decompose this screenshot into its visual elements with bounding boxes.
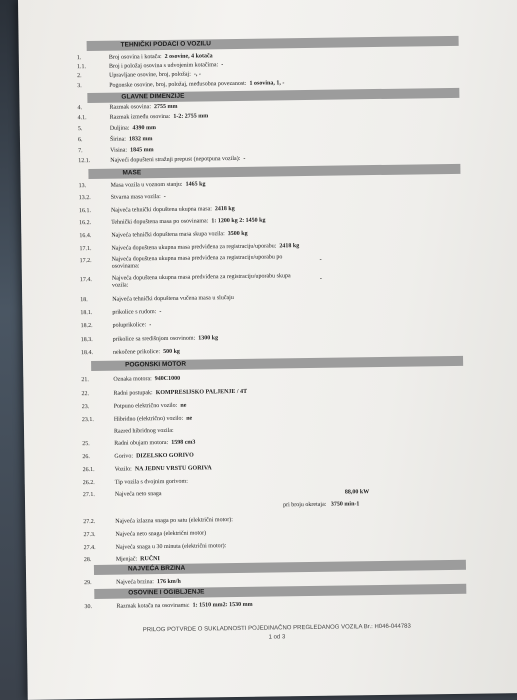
power-rpm-value: 3750 min-1	[331, 501, 360, 507]
field-label-group	[116, 555, 160, 564]
field-number: 12.1.	[78, 157, 100, 165]
field-number: 18.	[80, 296, 102, 304]
field-number: 18.4.	[81, 349, 103, 357]
field-label-group	[112, 308, 161, 317]
field-number: 26.1.	[83, 466, 105, 474]
field-number: 27.2.	[83, 518, 105, 526]
field-label: Najveća dopuštena ukupna masa predviđena za registraciju/uporabu skupa vozila:	[112, 273, 291, 288]
field-label: prikolice sa središnjom osovinom:	[113, 336, 196, 343]
field-label: Najveći dopušteni stražnji prepust (nepotpuna vozila):	[110, 156, 240, 164]
field-number: 7.	[78, 147, 100, 155]
field-number: 26.2.	[83, 479, 105, 487]
field-number: 21.	[81, 376, 103, 384]
field-label: Broj i položaj osovina s udvojenim kotačima:	[109, 62, 218, 70]
field-label-group	[109, 70, 201, 79]
field-number: 17.4.	[80, 276, 102, 284]
field-number: 16.1.	[79, 207, 101, 215]
field-value: -	[243, 156, 245, 162]
field-value: -	[159, 309, 161, 315]
power-value: 88,00 kW	[345, 488, 369, 496]
field-label-group	[114, 452, 194, 461]
field-label-group	[110, 112, 209, 121]
field-label-group	[113, 348, 180, 357]
field-number: 17.1.	[79, 245, 101, 253]
field-label: nekočene prikolice:	[113, 349, 160, 356]
document-footer	[27, 621, 517, 646]
field-label-group	[109, 103, 177, 112]
field-label-group	[115, 464, 212, 473]
field-value: -	[320, 257, 322, 264]
field-value: -	[320, 276, 322, 283]
field-label-group	[113, 388, 247, 398]
field-label-group	[116, 542, 230, 552]
field-label-group	[112, 294, 237, 304]
field-label: Tehnički dopuštena masa po osovinama:	[111, 218, 208, 225]
field-value: 2 osovine, 4 kotača	[165, 53, 213, 60]
field-number: 27.1.	[83, 491, 105, 499]
field-label-group	[111, 230, 247, 240]
field-label-group	[111, 193, 166, 202]
field-label-group	[112, 254, 302, 271]
field-label-group	[113, 375, 180, 384]
field-number: 23.	[82, 403, 104, 411]
field-label: Pogonske osovine, broj, položaj, međusobna povezanost:	[109, 81, 246, 89]
field-label-group	[114, 427, 177, 436]
field-number: 4.1.	[78, 114, 100, 122]
field-label: Najveća snaga u 30 minuta (električni motor):	[116, 543, 227, 551]
field-label: prikolice s rudom:	[112, 309, 156, 316]
field-number: 26.	[82, 453, 104, 461]
field-number: 18.3.	[81, 336, 103, 344]
field-label-group	[110, 146, 154, 155]
field-label-group	[114, 439, 195, 448]
field-label: Radni obujam motora:	[114, 440, 168, 447]
field-label-group	[116, 578, 181, 587]
field-label: Potpuno električno vozilo:	[114, 403, 178, 410]
field-number: 6.	[78, 136, 100, 144]
power-rpm-label: pri broju okretaja:	[283, 502, 326, 509]
field-label: Najveća tehnički dopuštena masa skupa vozila:	[111, 231, 225, 239]
document-page	[18, 0, 517, 700]
field-number: 27.4.	[84, 544, 106, 552]
field-label: Najveća brzina:	[116, 579, 154, 586]
field-label-group	[113, 321, 152, 330]
field-value: -	[164, 194, 166, 200]
field-label-group	[111, 242, 299, 253]
field-value: 1: 1510 mm2: 1530 mm	[193, 602, 253, 609]
field-label: Radni postupak:	[113, 390, 152, 397]
field-label-group	[116, 601, 252, 611]
field-label: Najveća izlazna snaga po satu (električni motor):	[115, 517, 233, 525]
field-label: Razred hibridnog vozila:	[114, 428, 174, 435]
field-label: Najveća neto snaga	[115, 491, 162, 498]
field-label-group	[110, 124, 156, 133]
power-rpm-row	[283, 500, 359, 513]
field-label: poluprikolice:	[113, 322, 147, 328]
field-label-group	[114, 415, 192, 424]
field-value: 2755 mm	[154, 104, 178, 110]
field-label: Upravljane osovine, broj, položaj:	[109, 72, 191, 79]
field-label-group	[111, 180, 206, 189]
section-header: OSOVINE I OGIBLJENJE	[94, 584, 466, 599]
field-label: Širina:	[110, 137, 126, 143]
field-number: 1.1.	[77, 63, 99, 71]
field-label-group	[109, 52, 213, 61]
field-label: Najveća dopuštena ukupna masa predviđena za registraciju/uporabu:	[111, 243, 276, 251]
field-number: 3.	[77, 82, 99, 90]
field-label-group	[115, 490, 165, 499]
field-label: Najveća dopuštena ukupna masa predviđena za registraciju/uporabu po osovinama:	[112, 254, 283, 269]
field-number: 29.	[84, 579, 106, 587]
field-value: 1300 kg	[198, 335, 218, 341]
field-value: -	[221, 62, 223, 68]
field-value: 500 kg	[163, 349, 180, 355]
field-value: 1: 1200 kg 2: 1450 kg	[211, 218, 265, 225]
field-label: Najveća neto snaga (električni motor)	[115, 530, 206, 537]
field-label-group	[110, 155, 245, 165]
field-number: 2.	[77, 72, 99, 80]
field-value: 1832 mm	[129, 136, 153, 142]
field-label: Razmak osovina:	[109, 104, 151, 111]
field-value: 1845 mm	[130, 147, 154, 153]
field-number: 30.	[84, 603, 106, 611]
field-value: 1-2: 2755 mm	[173, 113, 208, 119]
field-value: -	[149, 322, 151, 328]
field-number: 13.	[79, 182, 101, 190]
field-number: 23.1.	[82, 416, 104, 424]
field-number: 13.2.	[79, 194, 101, 202]
field-number: 18.1.	[80, 309, 102, 317]
field-label-group	[110, 135, 153, 144]
field-value: 940C1000	[155, 376, 180, 382]
field-label-group	[109, 61, 223, 71]
field-number: 16.4.	[79, 232, 101, 240]
field-label: Razmak kotača na osovinama:	[116, 603, 189, 610]
field-label: Razmak između osovina:	[110, 114, 171, 121]
field-number: 16.2.	[79, 219, 101, 227]
field-label: Tip vozila s dvojnim gorivom:	[115, 479, 188, 486]
field-number: 18.2.	[81, 322, 103, 330]
field-value: 3500 kg	[228, 231, 248, 237]
field-label: Masa vozila u voznom stanju:	[111, 182, 183, 189]
field-label-group	[115, 516, 236, 526]
field-value: 1 osovina, 1, -	[249, 80, 284, 86]
field-value: 2418 kg	[279, 243, 299, 249]
field-label-group	[115, 529, 209, 538]
field-value: 4390 mm	[132, 125, 156, 131]
field-label-group	[111, 205, 235, 215]
field-value: ne	[186, 416, 192, 422]
field-value: 1465 kg	[186, 181, 206, 187]
section-header: GLAVNE DIMENZIJE	[87, 88, 459, 103]
field-value: 176 km/h	[157, 579, 181, 585]
field-label: Oznaka motora:	[113, 376, 152, 383]
field-label: Vozilo:	[115, 466, 132, 472]
field-label: Duljina:	[110, 125, 130, 131]
field-label: Gorivo:	[114, 453, 133, 459]
field-number: 17.2.	[80, 257, 102, 265]
field-label-group	[111, 217, 266, 227]
field-label-group	[109, 79, 284, 89]
section-header: TEHNIČKI PODACI O VOZILU	[87, 36, 459, 51]
field-label-group	[114, 402, 187, 411]
field-label: Visina:	[110, 147, 127, 153]
field-label: Stvarna masa vozila:	[111, 194, 161, 201]
field-label: Mjenjač:	[116, 556, 137, 562]
footer-line-1: PRILOG POTVRDE O SUKLADNOSTI POJEDINAČNO PREGLEDANOG VOZILA Br.: H046-044783	[27, 621, 517, 637]
section-header: MASE	[88, 164, 460, 179]
field-label: Najveća tehnički dopuštena vučena masa u slučaju	[112, 295, 234, 303]
field-value: -, -	[194, 71, 201, 77]
section-header: POGONSKI MOTOR	[91, 356, 463, 371]
field-value: RUČNI	[140, 556, 160, 562]
field-number: 1.	[77, 54, 99, 62]
field-label-group	[115, 478, 191, 487]
field-value: ne	[180, 403, 186, 409]
field-number: 22.	[81, 390, 103, 398]
field-value: 2418 kg	[215, 206, 235, 212]
field-label: Broj osovina i kotača:	[109, 54, 162, 61]
field-label: Najveća tehnički dopuštena ukupna masa:	[111, 206, 212, 213]
field-number: 5.	[78, 125, 100, 133]
field-value: DIZELSKO GORIVO	[136, 453, 194, 460]
field-label: Hibridno (električno) vozilo:	[114, 416, 183, 423]
field-value: 1598 cm3	[171, 440, 195, 446]
field-number: 4.	[77, 104, 99, 112]
field-label-group	[113, 334, 218, 343]
field-number: 28.	[84, 556, 106, 564]
field-label-group	[112, 273, 302, 290]
field-number: 25.	[82, 440, 104, 448]
field-value: NA JEDNU VRSTU GORIVA	[135, 465, 212, 472]
field-value: KOMPRESIJSKO PALJENJE / 4T	[156, 389, 247, 396]
section-header: NAJVEĆA BRZINA	[94, 560, 466, 575]
footer-line-2: 1 od 3	[27, 630, 517, 646]
field-number: 27.3.	[83, 531, 105, 539]
